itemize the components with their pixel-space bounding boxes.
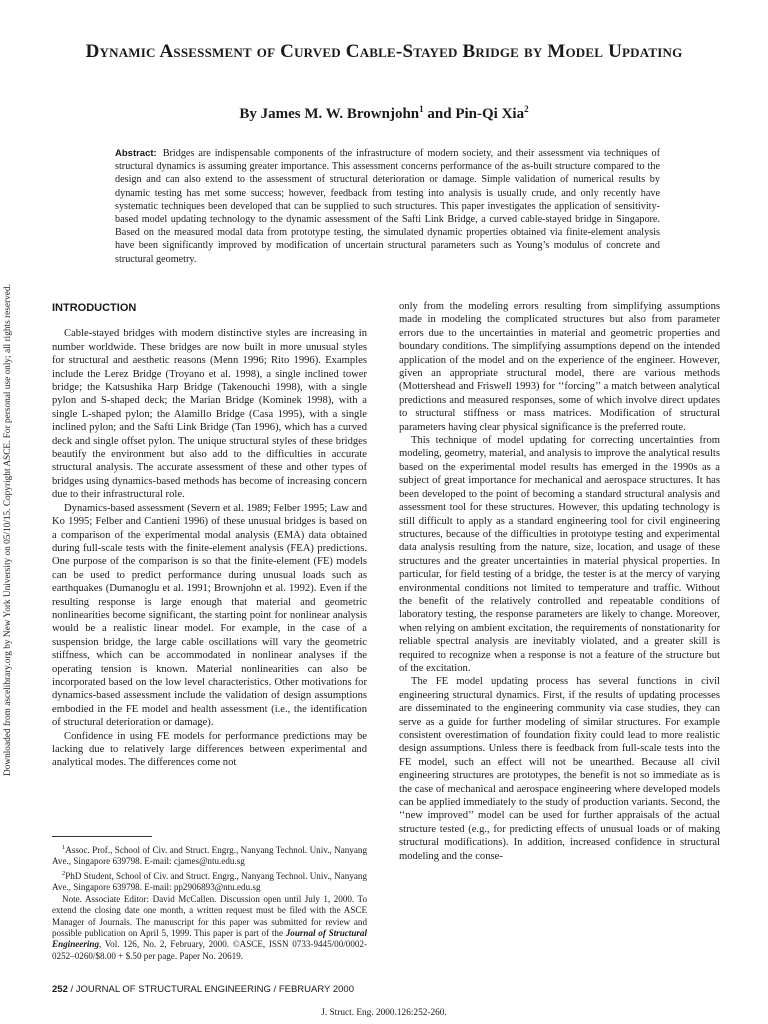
author-1-name: James M. W. Brownjohn bbox=[260, 106, 420, 122]
author-1-footnote-mark: 1 bbox=[419, 104, 424, 114]
author-2-name: Pin-Qi Xia bbox=[455, 106, 525, 122]
body-paragraph: Dynamics-based assessment (Severn et al. 1989; Felber 1995; Law and Ko 1995; Felber and Cantieni 1996) of these unusual bridges is based on a comparison of the experimental modal analysis (EMA) data obtained during full-scale tests with the finite-element analysis (FEA) predictions. One purpose of the comparison is so that the finite-element (FE) models can be used to predict performance during unusual loads such as earthquakes (Dumanoglu et al. 1991; Brownjohn et al. 1992). Even if the resulting response is large enough that material and geometric nonlinearities become significant, the starting point for nonlinear analysis would be a realistic linear model. For example, in the case of a suspension bridge, the large cable oscillations will vary the geometric stiffness, which can be accommodated in nonlinear analyses if the operating tension is known. Material nonlinearities can also be incorporated based on the low level characteristics. Other motivations for dynamics-based assessment include the validation of design assumptions embodied in the FE model and health assessment (i.e., the identification of structural deterioration or damage). bbox=[52, 502, 367, 729]
right-column bbox=[399, 300, 720, 863]
author-joiner: and bbox=[423, 106, 456, 122]
citation-line: J. Struct. Eng. 2000.126:252-260. bbox=[321, 1008, 447, 1018]
download-notice-text: Downloaded from ascelibrary.org by New York University on 05/10/15. Copyright ASCE. For personal use only; all rights reserved. bbox=[3, 284, 13, 776]
author-2-footnote-mark: 2 bbox=[524, 104, 529, 114]
body-paragraph: Cable-stayed bridges with modern distinctive styles are increasing in number worldwide. These bridges are now built in more unusual styles for structural and aesthetic reasons (Menn 1996; Rito 1996). Examples include the Lerez Bridge (Troyano et al. 1998), a single inclined tower bridge; the Katsushika Harp Bridge (Takenouchi 1998), with a single pylon and S-shaped deck; the Marian Bridge (Kominek 1998), with a single L-shaped pylon; the Alamillo Bridge (Casa 1995), with a single inclined pylon; and the Safti Link Bridge (Tan 1996), which has a curved deck and single offset pylon. The unique structural styles of these bridges beautify the environment but also add to the difficulties in accurate structural analysis. The accurate assessment of these and other types of bridges using dynamics-based methods has become of increasing concern due to their infrastructural role. bbox=[52, 328, 367, 501]
section-heading-introduction: INTRODUCTION bbox=[52, 302, 137, 314]
abstract-label: Abstract: bbox=[115, 148, 157, 159]
footnote-2-text: PhD Student, School of Civ. and Struct. Engrg., Nanyang Technol. Univ., Nanyang Ave., Singapore 639798. E-mail: pp2906893@ntu.edu.sg bbox=[52, 870, 367, 893]
body-paragraph: The FE model updating process has several functions in civil engineering structural dynamics. First, if the results of updating processes are disseminated to the engineering community via case studies, they can serve as a guide for further modeling of similar structures. For example consistent overestimation of foundation fixity could lead to more realistic design assumptions. Unless there is feedback from full-scale tests into the FE model, such an effect will not be unearthed. Because all civil engineering structures are prototypes, the benefit is not so immediate as is the case of mechanical and aerospace engineering where developed models can be applied immediately to the study of production variants. Second, the ‘‘new improved’’ model can be used for further appraisals of the actual structure tested (e.g., for predicting effects of unusual loads or of making structural modifications). In addition, increased confidence in structural modeling and the conse- bbox=[399, 676, 720, 862]
editorial-note-text-end: , Vol. 126, No. 2, February, 2000. ©ASCE, ISSN 0733-9445/00/0002-0252–0260/$8.00 + $.50 per page. Paper No. 20619. bbox=[52, 939, 367, 961]
abstract-text: Bridges are indispensable components of the infrastructure of modern society, and their assessment via techniques of structural dynamics is assuming greater importance. This assessment concerns performance of the as-built structure compared to the design and can also extend to the assessment of structural deterioration or damage. Simple validation of numerical results by dynamic testing has met some success; however, feedback from testing into analysis is usually crude, and only recently have systematic techniques been developed that can be supplied to such structures. This paper investigates the application of sensitivity-based model updating technology to the dynamic assessment of the Safti Link Bridge, a curved cable-stayed bridge in Singapore. Based on the measured modal data from prototype testing, the simulated dynamic properties obtained via finite-element analysis have been significantly improved by modification of uncertain structural parameters such as Young’s modulus of concrete and structural geometry. bbox=[115, 148, 660, 265]
footnote-1-mark: 1 bbox=[62, 844, 66, 851]
author-prefix: By bbox=[239, 106, 261, 122]
paper-title: Dynamic Assessment of Curved Cable-Stayed Bridge by Model Updating bbox=[85, 41, 683, 62]
body-paragraph: Confidence in using FE models for performance predictions may be lacking due to relatively large differences between experimental and analytical modes. The differences come not bbox=[52, 730, 367, 769]
footnote-2 bbox=[52, 868, 367, 894]
download-notice bbox=[1, 236, 17, 776]
footnote-1-text: Assoc. Prof., School of Civ. and Struct. Engrg., Nanyang Technol. Univ., Nanyang Ave., Singapore 639798. E-mail: cjames@ntu.edu.sg bbox=[52, 845, 367, 867]
journal-name: Journal of Structural Engineering bbox=[52, 927, 368, 950]
body-paragraph: This technique of model updating for correcting uncertainties from modeling, geometry, material, and analysis to improve the analytical results based on the experimental model results has emerged in the 1990s as a subject of great importance for mechanical and aerospace structures. It has been developed to the point of becoming a standard structural analysis and assessment tool for these structures. However, this updating technology is still difficult to apply as a standard engineering tool for civil engineering structures, because of the difficulties in prototype testing and experimental data analysis resulting from the nature, size, location, and usage of these structures and the greater uncertainties in material physical properties. In particular, for field testing of a bridge, the tester is at the mercy of varying environmental conditions not limited to temperature and traffic. Without the benefit of the relatively controlled and repeatable conditions of laboratory testing, the response parameters are likely to change. Moreover, when relying on ambient excitation, the requirements of nonstationarity for reliable spectral analysis are inevitably violated, and a greater skill is required to recognize when a response is not a feature of the structure but of the excitation. bbox=[399, 435, 720, 674]
author-line bbox=[60, 104, 708, 123]
running-footer bbox=[52, 984, 354, 995]
body-paragraph-continued: only from the modeling errors resulting from simplifying assumptions made in modeling the complicated structures but also from parameter errors due to the uncertainties in material and geometric properties and boundary conditions. The simplifying assumptions depend on the intended application of the model and on the experience of the engineer. However, given an appropriate structural model, there are various methods (Mottershead and Friswell 1993) for ‘‘forcing’’ a match between analytical predictions and measured responses, some of which involve direct updates to structural stiffness or mass matrices. Modification of structural parameters having clear physical significance is the preferred route. bbox=[399, 301, 720, 433]
left-column bbox=[52, 300, 367, 770]
editorial-note bbox=[52, 894, 367, 962]
page-number: 252 bbox=[52, 984, 68, 995]
running-footer-text: / JOURNAL OF STRUCTURAL ENGINEERING / FEBRUARY 2000 bbox=[67, 984, 354, 995]
editorial-note-text: Note. Associate Editor: David McCallen. Discussion open until July 1, 2000. To extend the closing date one month, a written request must be filed with the ASCE Manager of Journals. The manuscript for this paper was submitted for review and possible publication on April 5, 1999. This paper is part of the bbox=[52, 893, 367, 938]
footnote-1 bbox=[52, 842, 367, 868]
abstract bbox=[115, 147, 660, 266]
footnote-2-mark: 2 bbox=[62, 869, 66, 877]
footnote-rule bbox=[52, 836, 152, 837]
footnotes bbox=[52, 842, 367, 962]
